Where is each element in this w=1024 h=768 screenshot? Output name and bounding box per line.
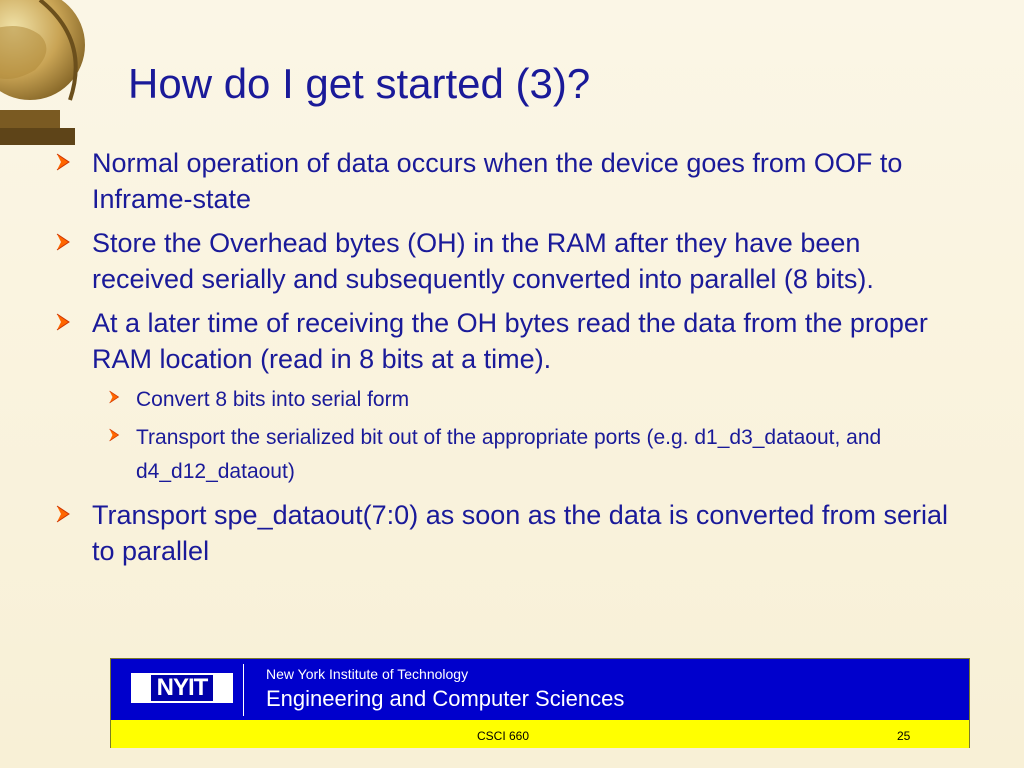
bullet-list (55, 145, 965, 577)
bullet-text: Transport spe_dataout(7:0) as soon as the data is converted from serial to parallel (92, 500, 948, 566)
bullet-text: At a later time of receiving the OH bytes read the data from the proper RAM location (read in 8 bits at a time). (92, 308, 928, 374)
arrow-bullet-icon (55, 313, 71, 331)
footer-banner (110, 658, 970, 748)
sub-bullet-text: Transport the serialized bit out of the appropriate ports (e.g. d1_d3_dataout, and d4_d12_dataout) (136, 426, 882, 483)
sub-bullet-item (108, 421, 965, 489)
bullet-text: Store the Overhead bytes (OH) in the RAM after they have been received serially and subsequently converted into parallel (8 bits). (92, 228, 874, 294)
arrow-bullet-icon (108, 390, 120, 404)
bullet-item (55, 305, 965, 489)
bullet-item (55, 145, 965, 217)
bullet-text: Normal operation of data occurs when the device goes from OOF to Inframe-state (92, 148, 903, 214)
footer-info-bar (111, 720, 969, 748)
sub-bullet-text: Convert 8 bits into serial form (136, 388, 410, 411)
logo-text: NYIT (151, 675, 214, 701)
slide-title: How do I get started (3)? (128, 60, 591, 107)
sub-bullet-item (108, 383, 965, 417)
department-name: Engineering and Computer Sciences (266, 686, 625, 711)
globe-icon (0, 0, 100, 145)
arrow-bullet-icon (55, 153, 71, 171)
sub-bullet-list (92, 383, 965, 489)
institution-name: New York Institute of Technology (266, 666, 469, 682)
footer-header (111, 659, 969, 720)
page-number: 25 (897, 729, 911, 743)
bullet-item (55, 497, 965, 569)
arrow-bullet-icon (55, 233, 71, 251)
footer-divider (243, 664, 244, 716)
arrow-bullet-icon (55, 505, 71, 523)
nyit-logo (129, 671, 235, 705)
arrow-bullet-icon (108, 428, 120, 442)
course-label: CSCI 660 (477, 729, 530, 743)
bullet-item (55, 225, 965, 297)
